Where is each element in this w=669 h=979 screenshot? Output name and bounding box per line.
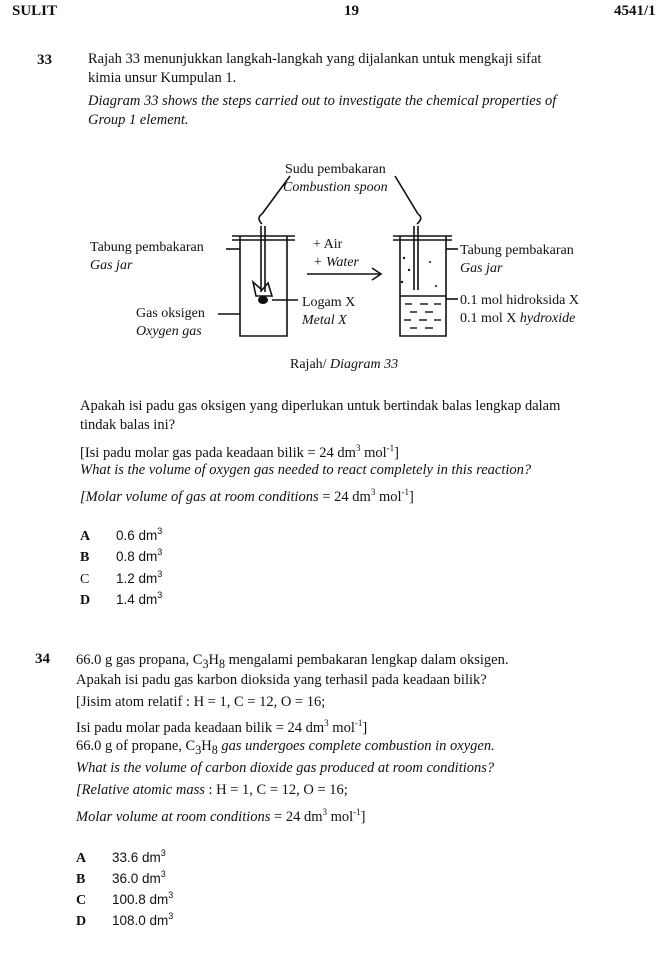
q33-option-c[interactable]: C 1.2 $dm^3$: [80, 569, 163, 588]
q34-stem-ms: 66.0 g gas propana, $C_3H_8$ mengalami pembakaran lengkap dalam oksigen.: [76, 652, 509, 671]
q33-molar-ms: [Isi padu molar gas pada keadaan bilik = 24 $dm^3$ mol$^{-1}$]: [80, 443, 399, 461]
q33-question-en: What is the volume of oxygen gas needed to react completely in this reaction?: [80, 462, 532, 478]
oxygen-label-en: Oxygen gas: [136, 324, 202, 339]
q33-question-ms-2: tindak balas ini?: [80, 417, 176, 433]
spoon-label-en: Combustion spoon: [283, 180, 388, 195]
gasjar-right-label-en: Gas jar: [460, 261, 503, 276]
hydroxide-label-en: 0.1 mol X hydroxide: [460, 311, 576, 326]
q34-question-ms: Apakah isi padu gas karbon dioksida yang terhasil pada keadaan bilik?: [76, 672, 487, 688]
q34-molar-en: Molar volume at room conditions = 24 $dm^3$ mol$^{-1}$]: [76, 807, 366, 825]
q33-question-ms-1: Apakah isi padu gas oksigen yang diperlukan untuk bertindak balas lengkap dalam: [80, 398, 561, 414]
q34-question-en: What is the volume of carbon dioxide gas produced at room conditions?: [76, 760, 495, 776]
q33-stem-ms-2: kimia unsur Kumpulan 1.: [88, 70, 237, 86]
q34-mass-ms: [Jisim atom relatif : H = 1, C = 12, O = 16;: [76, 694, 326, 710]
gasjar-right-label-ms: Tabung pembakaran: [460, 243, 574, 258]
q33-molar-en: [Molar volume of gas at room conditions = 24 $dm^3$ mol$^{-1}$]: [80, 487, 414, 505]
header-left: SULIT: [12, 3, 58, 19]
q34-option-d[interactable]: D 108.0 $dm^3$: [76, 911, 174, 930]
page-number: 19: [344, 3, 359, 19]
q34-molar-ms: Isi padu molar pada keadaan bilik = 24 $dm^3$ mol$^{-1}$]: [76, 718, 368, 736]
q34-stem-en: 66.0 g of propane, $C_3H_8$ gas undergoes complete combustion in oxygen.: [76, 738, 495, 757]
header-right: 4541/1: [614, 3, 656, 19]
water-label-en: + Water: [313, 255, 359, 270]
q33-option-a[interactable]: A 0.6 $dm^3$: [80, 526, 163, 545]
metal-label-en: Metal X: [302, 313, 347, 328]
q33-stem-en-1: Diagram 33 shows the steps carried out to investigate the chemical properties of: [88, 93, 557, 109]
gasjar-left-label-ms: Tabung pembakaran: [90, 240, 204, 255]
q33-number: 33: [37, 52, 52, 68]
q33-option-d[interactable]: D 1.4 $dm^3$: [80, 590, 163, 609]
q33-stem-ms-1: Rajah 33 menunjukkan langkah-langkah yang dijalankan untuk mengkaji sifat: [88, 51, 542, 67]
q33-stem-en-2: Group 1 element.: [88, 112, 189, 128]
q34-number: 34: [35, 651, 50, 667]
q33-option-b[interactable]: B 0.8 $dm^3$: [80, 547, 163, 566]
q34-mass-en: [Relative atomic mass : H = 1, C = 12, O = 16;: [76, 782, 348, 798]
metal-label-ms: Logam X: [302, 295, 356, 310]
q34-option-a[interactable]: A 33.6 $dm^3$: [76, 848, 166, 867]
q34-option-c[interactable]: C 100.8 $dm^3$: [76, 890, 174, 909]
hydroxide-label-ms: 0.1 mol hidroksida X: [460, 293, 579, 308]
diagram-caption: Rajah/ Diagram 33: [290, 357, 399, 372]
gasjar-left-label-en: Gas jar: [90, 258, 133, 273]
q34-option-b[interactable]: B 36.0 $dm^3$: [76, 869, 166, 888]
spoon-label-ms: Sudu pembakaran: [285, 162, 386, 177]
water-label-ms: + Air: [313, 237, 343, 252]
oxygen-label-ms: Gas oksigen: [136, 306, 205, 321]
